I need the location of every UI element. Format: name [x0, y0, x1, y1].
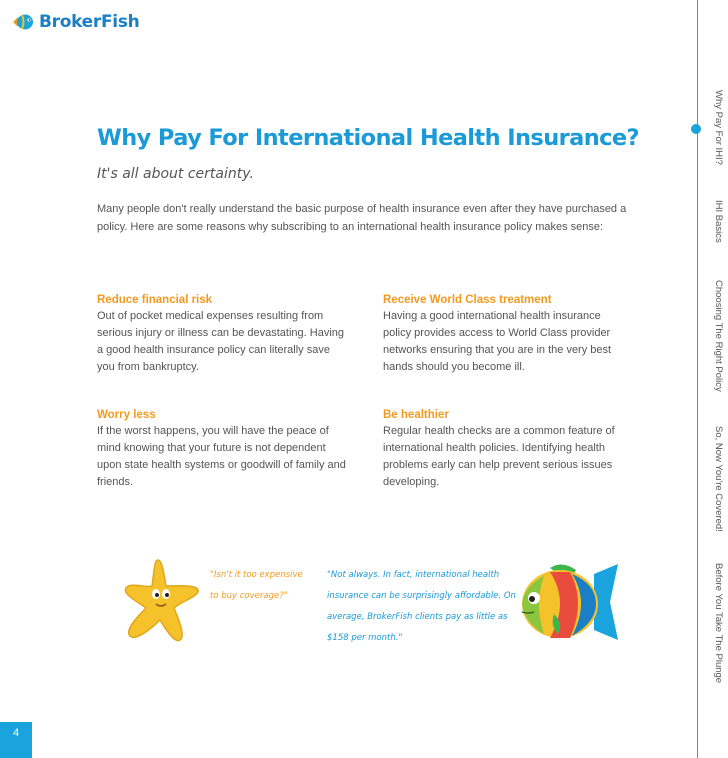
reason-heading: Reduce financial risk — [97, 294, 213, 306]
page-subtitle: It's all about certainty. — [97, 166, 254, 182]
reason-world-class — [383, 294, 623, 376]
reason-body: Out of pocket medical expenses resulting from serious injury or illness can be devastating. Having a good health insurance policy can literally save you from bankruptcy. — [97, 310, 345, 373]
reason-worry-less — [97, 409, 347, 491]
starfish-quote: "Isn't it too expensive to buy coverage?" — [210, 570, 303, 601]
sidebar-tab-choosing-policy[interactable]: Choosing The Right Policy — [713, 280, 724, 392]
sidebar-tab-why-pay[interactable]: Why Pay For IHI? — [713, 90, 724, 165]
sidebar-tab-covered[interactable]: So, Now You're Covered! — [713, 426, 724, 532]
fish-logo-icon — [12, 11, 34, 33]
reason-body: Regular health checks are a common feature of international health policies. Identifying health problems early can help prevent serious issues developing. — [383, 425, 615, 488]
reason-reduce-risk — [97, 294, 347, 376]
fish-quote: "Not always. In fact, international health insurance can be surprisingly affordable. On average, BrokerFish clients pay as little as $158 per month." — [327, 570, 516, 643]
reason-heading: Worry less — [97, 409, 156, 421]
sidebar-tab-before-plunge[interactable]: Before You Take The Plunge — [713, 563, 724, 684]
reason-heading: Be healthier — [383, 409, 449, 421]
sidebar-tab-ihi-basics[interactable]: IHI Basics — [713, 200, 724, 243]
page-title: Why Pay For International Health Insurance? — [97, 125, 639, 151]
page-number: 4 — [0, 722, 32, 758]
intro-paragraph: Many people don't really understand the basic purpose of health insurance even after they have purchased a policy. Here are some reasons why subscribing to an international health insurance policy makes sense: — [97, 203, 627, 233]
sidebar-divider — [697, 0, 698, 758]
brokerfish-logo[interactable] — [12, 10, 139, 34]
reason-body: Having a good international health insurance policy provides access to World Class provider networks ensuring that you are in the very best hands should you become ill. — [383, 310, 612, 373]
reason-be-healthier — [383, 409, 623, 491]
reason-heading: Receive World Class treatment — [383, 294, 552, 306]
starfish-illustration — [122, 556, 202, 644]
active-tab-indicator — [691, 124, 701, 134]
logo-text: BrokerFish — [39, 12, 140, 32]
reason-body: If the worst happens, you will have the peace of mind knowing that your future is not dependent upon state health systems or goodwill of family and friends. — [97, 425, 346, 488]
